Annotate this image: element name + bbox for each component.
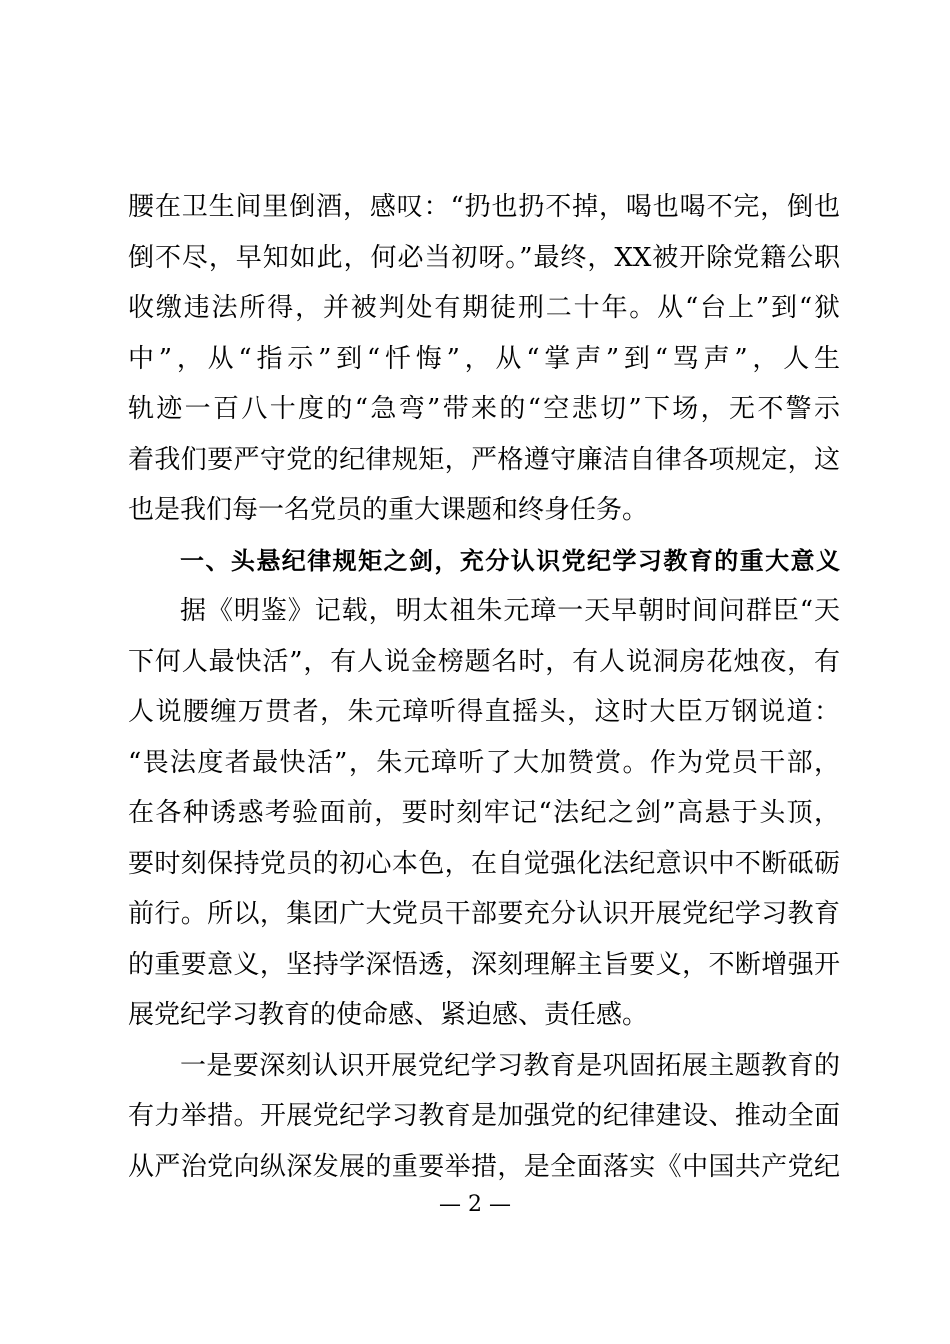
text-line: 中”，从“指示”到“忏悔”，从“掌声”到“骂声”，人生 (128, 343, 840, 374)
text-line: 一是要深刻认识开展党纪学习教育是巩固拓展主题教育的 (180, 1050, 840, 1081)
text-line: 收缴违法所得，并被判处有期徒刑二十年。从“台上”到“狱 (128, 293, 840, 323)
page-number: — 2 — (439, 1192, 511, 1217)
text-line: “畏法度者最快活”，朱元璋听了大加赞赏。作为党员干部， (128, 747, 840, 778)
section-heading: 一、头悬纪律规矩之剑，充分认识党纪学习教育的重大意义 (180, 546, 840, 575)
text-line: 下何人最快活”，有人说金榜题名时，有人说洞房花烛夜，有 (128, 646, 840, 677)
text-line: 从严治党向纵深发展的重要举措，是全面落实《中国共产党纪 (128, 1151, 840, 1182)
text-line: 在各种诱惑考验面前，要时刻牢记“法纪之剑”高悬于头顶， (128, 798, 840, 828)
text-line: 前行。所以，集团广大党员干部要充分认识开展党纪学习教育 (128, 899, 840, 929)
text-line: 也是我们每一名党员的重大课题和终身任务。 (128, 495, 649, 525)
body-text (128, 182, 840, 1192)
text-line: 倒不尽，早知如此，何必当初呀。”最终，XX被开除党籍公职 (128, 242, 840, 273)
text-line: 着我们要严守党的纪律规矩，严格遵守廉洁自律各项规定，这 (128, 444, 840, 475)
text-line: 腰在卫生间里倒酒，感叹：“扔也扔不掉，喝也喝不完，倒也 (128, 192, 840, 222)
text-line: 展党纪学习教育的使命感、紧迫感、责任感。 (128, 1000, 649, 1030)
text-line: 有力举措。开展党纪学习教育是加强党的纪律建设、推动全面 (128, 1101, 840, 1131)
text-line: 要时刻保持党员的初心本色，在自觉强化法纪意识中不断砥砺 (128, 848, 840, 879)
text-line: 的重要意义，坚持学深悟透，深刻理解主旨要义，不断增强开 (128, 949, 840, 980)
text-line: 轨迹一百八十度的“急弯”带来的“空悲切”下场，无不警示 (128, 394, 840, 424)
text-line: 人说腰缠万贯者，朱元璋听得直摇头，这时大臣万钢说道： (128, 697, 840, 727)
text-line: 据《明鉴》记载，明太祖朱元璋一天早朝时间问群臣“天 (180, 596, 840, 626)
